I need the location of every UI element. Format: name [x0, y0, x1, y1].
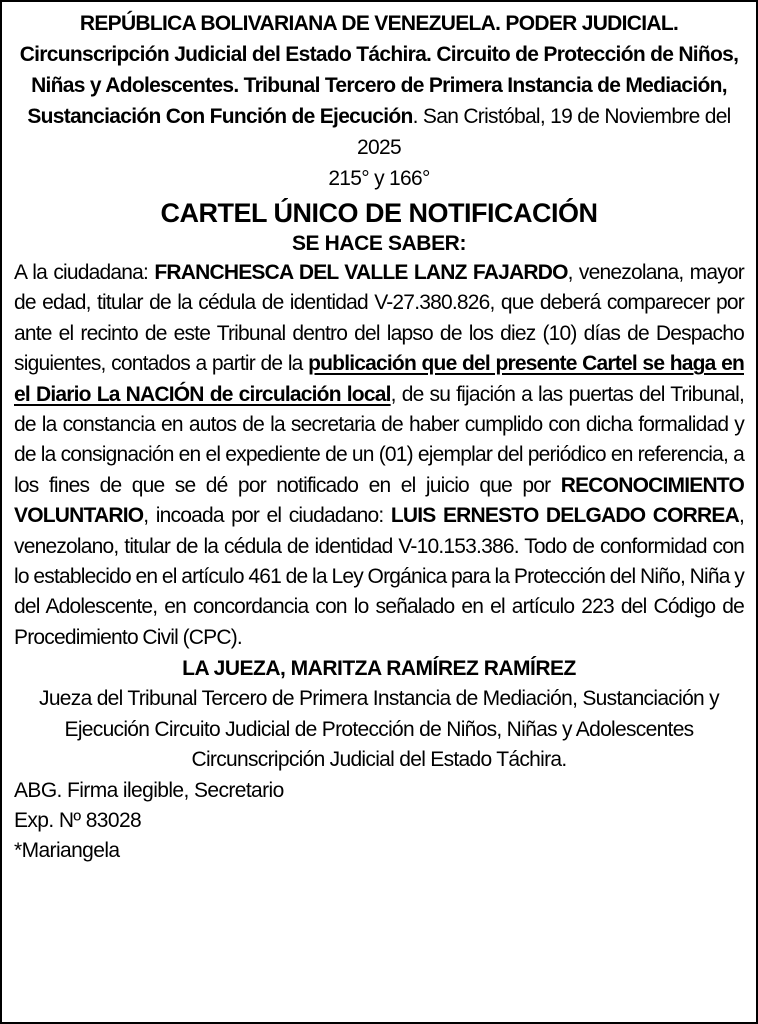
secretary-line: ABG. Firma ilegible, Secretario — [14, 778, 284, 802]
signer-name: LA JUEZA, MARITZA RAMÍREZ RAMÍREZ — [182, 657, 576, 681]
header-court-info: REPÚBLICA BOLIVARIANA DE VENEZUELA. PODER JUDICIAL. Circunscripción Judicial del Estado Táchira. Circuito de Protección de Niños, Niñas y Adolescentes. Tribunal Tercero de Primera Instancia de Mediación, Sustanciación Con Función de Ejecución — [19, 12, 739, 128]
body-text-2: , venezolana, mayor de edad, titular de la cédula de identidad V-27.380.826, que deberá comparecer por ante el recinto de este Tribunal dentro del lapso de los diez (10) días de Despacho siguientes, contados a partir de la — [14, 261, 744, 376]
header-years: 215° y 166° — [328, 167, 430, 190]
case-type: RECONOCIMIENTO VOLUNTARIO — [14, 473, 744, 528]
initials: *Mariangela — [14, 838, 120, 862]
plaintiff-name: LUIS ERNESTO DELGADO CORREA — [390, 504, 739, 528]
body-intro: A la ciudadana: — [14, 261, 155, 284]
signer-description: Jueza del Tribunal Tercero de Primera Instancia de Mediación, Sustanciación y Ejecución Circuito Judicial de Protección de Niños, Niñas y Adolescentes Circunscripción Judicial del Estado Táchira. — [39, 687, 719, 772]
header — [14, 8, 744, 194]
notice-body — [14, 258, 744, 653]
notice-title: CARTEL ÚNICO DE NOTIFICACIÓN — [160, 198, 598, 228]
header-place-date: . San Cristóbal, 19 de Noviembre del 2025 — [357, 105, 731, 159]
file-number: Exp. Nº 83028 — [14, 808, 142, 832]
notice-subtitle: SE HACE SABER: — [291, 232, 467, 255]
body-text-4: , incoada por el ciudadano: — [143, 504, 391, 528]
citizen-name: FRANCHESCA DEL VALLE LANZ FAJARDO — [154, 261, 568, 284]
body-text-5: , venezolano, titular de la cédula de identidad V-10.153.386. Todo de conformidad con lo establecido en el artículo 461 de la Ley Orgánica para la Protección del Niño, Niña y del Adolescente, en concordancia con lo señalado en el artículo 223 del Código de Procedimiento Civil (CPC). — [14, 504, 744, 649]
body-text-3: , de su fijación a las puertas del Tribunal, de la constancia en autos de la secretaria de haber cumplido con dicha formalidad y de la consignación en el expediente de un (01) ejemplar del periódico en referencia, a los fines de que se dé por notificado en el juicio que por — [14, 382, 744, 497]
publication-clause: publicación que del presente Cartel se haga en el Diario La NACIÓN de circulación local — [14, 352, 744, 406]
